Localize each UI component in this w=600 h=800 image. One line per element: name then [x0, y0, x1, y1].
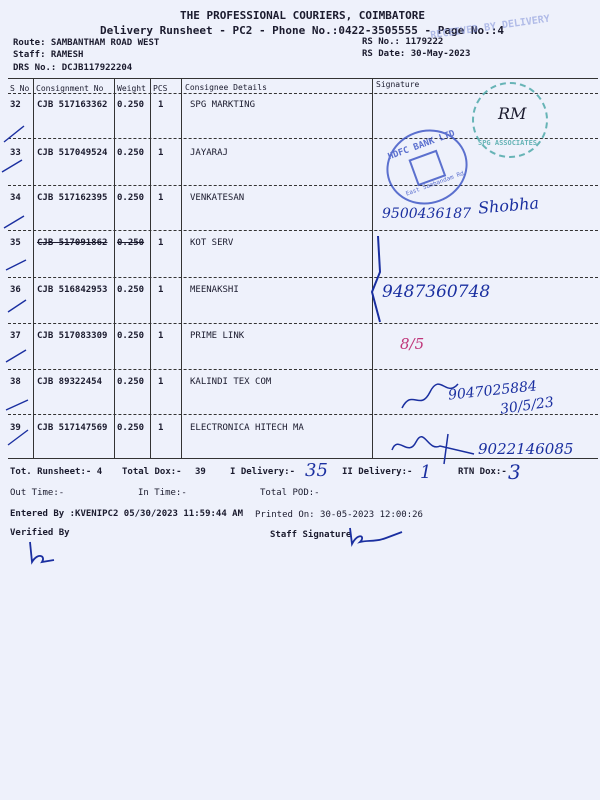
- printed-on: Printed On: 30-05-2023 12:00:26: [255, 510, 423, 520]
- entered-by: Entered By :KVENIPC2 05/30/2023 11:59:44 AM: [10, 509, 243, 519]
- company-name: THE PROFESSIONAL COURIERS, COIMBATORE: [180, 9, 426, 22]
- signature-row-38-scribble: [400, 378, 460, 418]
- i-delivery-label: I Delivery:-: [230, 467, 296, 477]
- row-consignment: CJB 517091862: [37, 238, 108, 248]
- row-weight: 0.250: [117, 238, 145, 248]
- table-bottom-rule: [8, 458, 598, 459]
- row-weight: 0.250: [117, 377, 145, 387]
- col-header-signature: Signature: [376, 80, 420, 89]
- row-consignee: KALINDI TEX COM: [190, 377, 272, 387]
- rtn-dox-label: RTN Dox:-: [458, 467, 507, 477]
- tick-mark: [2, 160, 22, 172]
- hdfc-stamp-text: HDFC BANK LTD: [386, 128, 457, 163]
- row-sno: 33: [10, 148, 21, 158]
- signature-row-34-phone: 9500436187: [382, 206, 472, 222]
- row-consignee: MEENAKSHI: [190, 285, 239, 295]
- signature-row-34-name: Shobha: [477, 193, 540, 218]
- staff-signature-mark: [346, 524, 406, 548]
- row-consignee: KOT SERV: [190, 238, 234, 248]
- signature-row-38-date: 30/5/23: [499, 394, 555, 418]
- row-consignment: CJB 516842953: [37, 285, 108, 295]
- row-pcs: 1: [158, 148, 164, 158]
- row-weight: 0.250: [117, 193, 145, 203]
- faded-received-stamp: RECEIVED BY DELIVERY: [429, 13, 551, 42]
- row-sno: 38: [10, 377, 21, 387]
- row-consignment: CJB 517083309: [37, 331, 108, 341]
- total-pod: Total POD:-: [260, 488, 320, 498]
- row-consignment: CJB 89322454: [37, 377, 103, 387]
- i-delivery-value: 35: [305, 460, 328, 481]
- total-dox-label: Total Dox:-: [122, 467, 182, 477]
- verifier-signature: [24, 538, 64, 566]
- row-pcs: 1: [158, 100, 164, 110]
- row-consignee: ELECTRONICA HITECH MA: [190, 423, 304, 433]
- row-pcs: 1: [158, 285, 164, 295]
- signature-row-32: RM: [498, 104, 527, 123]
- row-consignment: CJB 517049524: [37, 148, 108, 158]
- row-consignee: JAYARAJ: [190, 148, 228, 158]
- row-pcs: 1: [158, 238, 164, 248]
- tot-runsheet: Tot. Runsheet:- 4: [10, 467, 103, 477]
- row-separator: [8, 185, 598, 186]
- verified-by: Verified By: [10, 528, 70, 538]
- row-sno: 36: [10, 285, 21, 295]
- tick-mark: [8, 430, 28, 445]
- col-divider: [150, 78, 151, 458]
- hdfc-bank-stamp: [376, 118, 478, 216]
- tick-mark: [8, 300, 26, 312]
- route-label: Route: SAMBANTHAM ROAD WEST: [13, 38, 160, 48]
- table-top-rule: [8, 78, 598, 79]
- hdfc-stamp-branch: East Sambandam Rd: [404, 170, 465, 198]
- signature-row-39-scribble: [388, 430, 478, 466]
- col-header-consignment: Consignment No: [36, 84, 104, 93]
- spg-stamp-text: SPG ASSOCIATES: [478, 139, 538, 147]
- rtn-dox-value: 3: [508, 460, 521, 484]
- row-weight: 0.250: [117, 331, 145, 341]
- signature-row-37: 8/5: [400, 335, 425, 353]
- runsheet-title: Delivery Runsheet - PC2 - Phone No.:0422-3505555 - Page No.:4: [100, 24, 504, 37]
- row-sno: 34: [10, 193, 21, 203]
- row-weight: 0.250: [117, 285, 145, 295]
- row-consignee: PRIME LINK: [190, 331, 245, 341]
- signature-row-36-phone: 9487360748: [382, 282, 491, 302]
- in-time: In Time:-: [138, 488, 187, 498]
- row-separator: [8, 369, 598, 370]
- row-pcs: 1: [158, 377, 164, 387]
- row-sno: 32: [10, 100, 21, 110]
- row-weight: 0.250: [117, 100, 145, 110]
- drs-number: DRS No.: DCJB117922204: [13, 63, 133, 73]
- row-separator: [8, 230, 598, 231]
- tick-mark: [4, 126, 24, 142]
- rs-number: RS No.: 1179222: [362, 37, 444, 47]
- row-weight: 0.250: [117, 423, 145, 433]
- row-consignment: CJB 517163362: [37, 100, 108, 110]
- row-separator: [8, 323, 598, 324]
- out-time: Out Time:-: [10, 488, 65, 498]
- ii-delivery-label: II Delivery:-: [342, 467, 413, 477]
- row-weight: 0.250: [117, 148, 145, 158]
- col-header-consignee: Consignee Details: [185, 83, 267, 92]
- rs-date: RS Date: 30-May-2023: [362, 49, 471, 59]
- col-header-pcs: PCS: [153, 84, 168, 93]
- row-consignee: SPG MARKTING: [190, 100, 256, 110]
- signature-row-38-phone: 9047025884: [447, 378, 538, 404]
- row-consignment: CJB 517162395: [37, 193, 108, 203]
- total-dox-value: 39: [195, 467, 206, 477]
- col-header-sno: S No: [10, 84, 30, 93]
- row-consignment: CJB 517147569: [37, 423, 108, 433]
- tick-mark: [6, 400, 28, 410]
- row-pcs: 1: [158, 423, 164, 433]
- signature-bracket: [366, 232, 390, 328]
- row-pcs: 1: [158, 331, 164, 341]
- row-sno: 39: [10, 423, 21, 433]
- tick-mark: [6, 260, 26, 270]
- tick-mark: [4, 216, 24, 228]
- row-pcs: 1: [158, 193, 164, 203]
- tick-marks: [0, 100, 40, 450]
- row-consignee: VENKATESAN: [190, 193, 245, 203]
- ii-delivery-value: 1: [420, 462, 432, 483]
- signature-row-39-phone: 9022146085: [478, 440, 574, 458]
- row-separator: [8, 277, 598, 278]
- col-divider: [181, 78, 182, 458]
- col-header-weight: Weight: [117, 84, 146, 93]
- staff-label: Staff: RAMESH: [13, 50, 84, 60]
- staff-signature: Staff Signature: [270, 530, 352, 540]
- tick-mark: [6, 350, 26, 362]
- col-divider: [114, 78, 115, 458]
- row-sno: 35: [10, 238, 21, 248]
- row-sno: 37: [10, 331, 21, 341]
